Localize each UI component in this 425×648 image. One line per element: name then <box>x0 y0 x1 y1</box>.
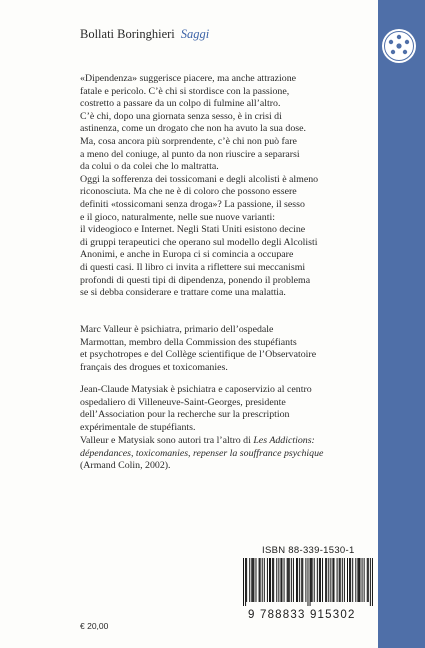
text-line: Marmottan, membro della Commission des stupéfiants <box>80 336 297 348</box>
barcode-bar <box>319 558 320 602</box>
barcode-bar <box>264 558 265 602</box>
text-line: ospedaliero di Villeneuve-Saint-Georges, presidente <box>80 396 286 408</box>
author-bio-valleur <box>80 324 372 374</box>
text-line: definiti «tossicomani senza droga»? La passione, il sesso <box>80 198 305 210</box>
barcode-bar <box>291 558 292 602</box>
barcode-bar <box>288 558 289 602</box>
text-line: Oggi la sofferenza dei tossicomani e degli alcolisti è almeno <box>80 173 319 185</box>
barcode-bar <box>287 558 288 602</box>
text-line: expérimentale de stupéfiants. <box>80 421 196 433</box>
barcode-bar <box>372 558 373 606</box>
blurb-paragraph <box>80 73 372 300</box>
barcode-bar <box>310 558 311 606</box>
barcode-bar <box>289 558 290 602</box>
barcode-icon <box>243 558 373 606</box>
barcode-bar <box>325 558 326 602</box>
book-title-part2: dépendances, toxicomanies, repenser la souffrance psychique <box>80 447 324 459</box>
barcode-bar <box>273 558 274 602</box>
barcode-bar <box>342 558 343 602</box>
barcode-bar <box>270 558 271 602</box>
text-line: riconosciuta. Ma che ne è di coloro che possono essere <box>80 186 297 198</box>
barcode-bar <box>332 558 333 602</box>
barcode-bar <box>358 558 359 602</box>
barcode-bar <box>364 558 365 602</box>
text-line: dell’Association pour la recherche sur la prescription <box>80 409 290 421</box>
barcode-bar <box>302 558 303 602</box>
barcode-bar <box>252 558 253 602</box>
text-line: da colui o da colei che lo maltratta. <box>80 161 219 173</box>
text-line: astinenza, come un drogato che non ha avuto la sua dose. <box>80 123 306 135</box>
barcode-bar <box>251 558 252 602</box>
barcode-bar <box>305 558 306 602</box>
barcode-bar <box>260 558 261 602</box>
barcode-bar <box>314 558 315 602</box>
text-line: di questi casi. Il libro ci invita a riflettere sui meccanismi <box>80 261 306 273</box>
barcode-bar <box>368 558 369 602</box>
barcode-bar <box>272 558 273 602</box>
series-name: Saggi <box>180 27 210 41</box>
barcode-bar <box>296 558 297 602</box>
text-line: français des drogues et toxicomanies. <box>80 361 228 373</box>
barcode-bar <box>349 558 350 602</box>
barcode-bar <box>355 558 356 602</box>
barcode-bar <box>259 558 260 602</box>
barcode-bar <box>370 558 371 606</box>
publisher-logo-icon <box>379 26 419 66</box>
text-line: Anonimi, e anche in Europa ci si comincia a occupare <box>80 249 294 261</box>
publisher-name: Bollati Boringhieri <box>80 27 175 41</box>
barcode-bar <box>293 558 294 602</box>
text-line: profondi di questi tipi di dipendenza, ponendo il problema <box>80 274 311 286</box>
author-bio-text <box>80 384 372 434</box>
text-line: Ma, cosa ancora più sorprendente, c’è chi non può fare <box>80 135 297 147</box>
barcode-bar <box>340 558 341 602</box>
barcode-bar <box>245 558 246 606</box>
text-line: e il gioco, naturalmente, nelle sue nuove varianti: <box>80 211 275 223</box>
barcode-bar <box>311 558 312 602</box>
coauthors-prefix: Valleur e Matysiak sono autori tra l’altro di <box>80 435 254 446</box>
barcode-bar <box>249 558 250 602</box>
publisher-citation: (Armand Colin, 2002). <box>80 460 171 472</box>
barcode-bar <box>269 558 270 602</box>
text-line: et psychotropes e del Collège scientifique de l’Observatoire <box>80 349 317 361</box>
barcode-bar <box>307 558 308 606</box>
coauthors-note <box>80 435 372 473</box>
text-line: «Dipendenza» suggerisce piacere, ma anche attrazione <box>80 73 297 84</box>
barcode-bar <box>322 558 323 602</box>
barcode-bar <box>280 558 281 602</box>
text-line: il videogioco e Internet. Negli Stati Uniti esistono decine <box>80 224 306 236</box>
barcode-bar <box>339 558 340 602</box>
isbn-label: ISBN 88-339-1530-1 <box>262 545 355 556</box>
barcode-bar <box>262 558 263 602</box>
text-line: Marc Valleur è psichiatra, primario dell’ospedale <box>80 324 274 335</box>
barcode-bar <box>278 558 279 602</box>
barcode-bar <box>362 558 363 602</box>
text-line: a meno del coniuge, al punto da non riuscire a separarsi <box>80 148 300 160</box>
text-line: fatale e pericolo. C’è chi si stordisce con la passione, <box>80 85 290 97</box>
barcode-bar <box>284 558 285 602</box>
author-bio-text <box>80 324 372 374</box>
text-line: C’è chi, dopo una giornata senza sesso, è in crisi di <box>80 110 282 122</box>
barcode-bar <box>333 558 334 602</box>
publisher-header <box>80 27 209 42</box>
barcode-bar <box>357 558 358 602</box>
barcode-bar <box>253 558 254 602</box>
barcode-bar <box>320 558 321 602</box>
barcode-bar <box>299 558 300 602</box>
text-line: costretto a passare da un colpo di fulmine all’altro. <box>80 98 281 110</box>
barcode-bar <box>312 558 313 602</box>
barcode-bar <box>246 558 247 602</box>
barcode-bar <box>352 558 353 602</box>
price-label: € 20,00 <box>80 621 109 631</box>
author-bio-matysiak <box>80 384 372 434</box>
blue-spine-band <box>378 0 425 648</box>
barcode-bar <box>276 558 277 602</box>
barcode-bar <box>344 558 345 602</box>
barcode-bar <box>243 558 244 606</box>
barcode-bar <box>359 558 360 602</box>
barcode-bar <box>281 558 282 602</box>
barcode-bar <box>350 558 351 602</box>
coauthors-text <box>80 435 372 473</box>
barcode-number: 9 788833 915302 <box>248 609 356 621</box>
barcode-bar <box>267 558 268 602</box>
blurb-text <box>80 73 372 300</box>
barcode-bar <box>367 558 368 602</box>
barcode-bar <box>326 558 327 602</box>
barcode-bar <box>328 558 329 602</box>
text-line: se si debba considerare e trattare come una malattia. <box>80 287 286 299</box>
barcode-bar <box>297 558 298 602</box>
barcode-bar <box>330 558 331 602</box>
barcode-bar <box>255 558 256 602</box>
barcode-bar <box>347 558 348 602</box>
barcode-bar <box>301 558 302 602</box>
text-line: Jean-Claude Matysiak è psichiatra e caposervizio al centro <box>80 384 312 395</box>
book-title-part1: Les Addictions: <box>253 435 315 446</box>
text-line: di gruppi terapeutici che operano sul modello degli Alcolisti <box>80 236 318 248</box>
barcode-bar <box>317 558 318 602</box>
barcode-bar <box>337 558 338 602</box>
